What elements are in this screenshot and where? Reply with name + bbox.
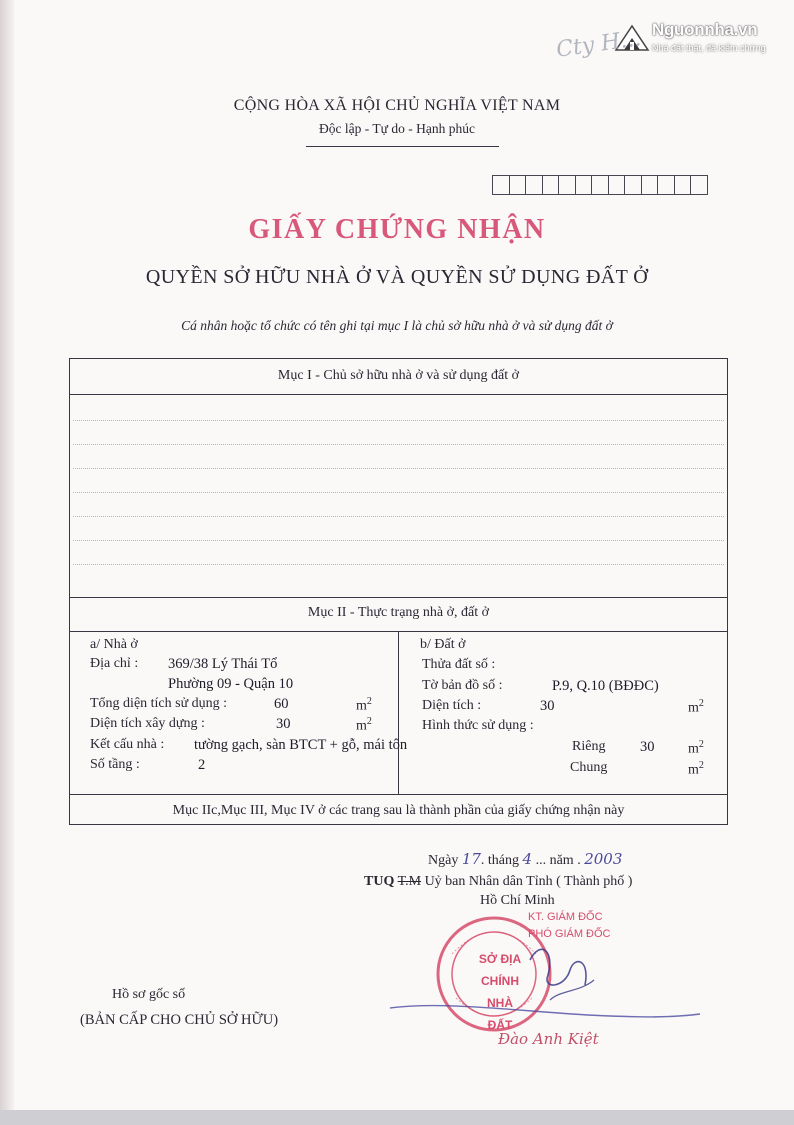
month-label: tháng xyxy=(487,853,520,868)
handwritten-note: Cty H... xyxy=(554,26,643,63)
year-value: 2003 xyxy=(584,850,623,868)
serial-digit-box xyxy=(558,175,576,195)
copy-note: (BẢN CẤP CHO CHỦ SỞ HỮU) xyxy=(80,1012,279,1028)
role-line-1: KT. GIÁM ĐỐC xyxy=(528,911,603,923)
page-left-edge xyxy=(0,0,14,1125)
serial-digit-box xyxy=(657,175,675,195)
address-line-2: Phường 09 - Quận 10 xyxy=(168,676,294,692)
total-area-unit: $m^2$ xyxy=(356,696,372,714)
floors-label: Số tầng : xyxy=(90,757,140,772)
shared-use-unit: $m^2$ xyxy=(688,760,704,778)
build-area-value: 30 xyxy=(276,716,291,732)
serial-number-boxes xyxy=(492,175,707,195)
divider xyxy=(69,597,728,598)
serial-digit-box xyxy=(624,175,642,195)
total-area-value: 60 xyxy=(274,696,289,712)
serial-digit-box xyxy=(509,175,527,195)
build-area-unit: $m^2$ xyxy=(356,716,372,734)
divider xyxy=(69,394,728,395)
serial-digit-box xyxy=(575,175,593,195)
land-area-label: Diện tích : xyxy=(422,698,482,713)
divider xyxy=(69,794,728,795)
certificate-note: Cá nhân hoặc tổ chức có tên ghi tại mục I là chủ sở hữu nhà ở và sử dụng đất ở xyxy=(181,318,613,333)
file-number-label: Hồ sơ gốc số xyxy=(112,987,186,1002)
structure-value: tường gạch, sàn BTCT + gỗ, mái tôn xyxy=(194,737,408,753)
site-name: Nguonnha.vn xyxy=(652,20,758,39)
blank-line xyxy=(73,468,724,469)
column-divider xyxy=(398,632,399,794)
country-name: CỘNG HÒA XÃ HỘI CHỦ NGHĨA VIỆT NAM xyxy=(233,97,561,114)
national-motto: Độc lập - Tự do - Hạnh phúc xyxy=(319,121,475,136)
blank-line xyxy=(73,444,724,445)
authority-line xyxy=(364,874,632,890)
city-name: Hồ Chí Minh xyxy=(480,893,555,908)
address-line-1: 369/38 Lý Thái Tổ xyxy=(168,656,278,672)
role-line-2: PHÓ GIÁM ĐỐC xyxy=(528,928,611,940)
serial-digit-box xyxy=(641,175,659,195)
serial-digit-box xyxy=(591,175,609,195)
blank-line xyxy=(73,516,724,517)
officer-name: Đào Anh Kiệt xyxy=(498,1030,599,1048)
blank-line xyxy=(73,420,724,421)
land-area-unit: $m^2$ xyxy=(688,698,704,716)
motto-underline xyxy=(306,146,499,147)
authority-name: Uỷ ban Nhân dân Tỉnh ( Thành phố ) xyxy=(424,874,633,889)
parcel-label: Thửa đất số : xyxy=(422,657,496,672)
authority-prefix: TUQ xyxy=(364,874,395,889)
house-heading: a/ Nhà ở xyxy=(90,637,138,652)
serial-digit-box xyxy=(690,175,708,195)
serial-digit-box xyxy=(525,175,543,195)
seal-text: SỞ ĐỊA CHÍNH NHÀ ĐẤT xyxy=(478,952,522,1032)
scan-bottom-strip xyxy=(0,1110,794,1125)
month-value: 4 xyxy=(522,850,533,868)
certificate-subtitle: QUYỀN SỞ HỮU NHÀ Ở VÀ QUYỀN SỬ DỤNG ĐẤT Ở xyxy=(145,266,649,288)
blank-line xyxy=(73,492,724,493)
land-area-value: 30 xyxy=(540,698,555,714)
address-label: Địa chỉ : xyxy=(90,656,139,671)
unit-text: m xyxy=(356,698,367,714)
private-use-label: Riêng xyxy=(572,739,606,754)
unit-text: m xyxy=(688,700,699,716)
year-label: năm xyxy=(549,853,574,868)
site-tagline: Nhà đất thật, đã kiểm chứng xyxy=(652,43,766,53)
serial-digit-box xyxy=(492,175,510,195)
section-1-title: Mục I - Chủ sở hữu nhà ở và sử dụng đất ở xyxy=(277,368,520,383)
blank-line xyxy=(73,540,724,541)
unit-text: m xyxy=(688,762,699,778)
certificate-title: GIẤY CHỨNG NHẬN xyxy=(248,214,546,245)
private-use-value: 30 xyxy=(640,739,655,755)
structure-label: Kết cấu nhà : xyxy=(90,737,165,752)
blank-line xyxy=(73,564,724,565)
usage-label: Hình thức sử dụng : xyxy=(422,718,534,733)
land-heading: b/ Đất ở xyxy=(420,637,466,652)
day-value: 17 xyxy=(461,850,481,868)
build-area-label: Diện tích xây dựng : xyxy=(90,716,205,731)
date-prefix: Ngày xyxy=(428,853,459,868)
floors-value: 2 xyxy=(198,757,206,773)
footer-note: Mục IIc,Mục III, Mục IV ở các trang sau là thành phần của giấy chứng nhận này xyxy=(172,803,625,818)
map-sheet-value: P.9, Q.10 (BĐĐC) xyxy=(552,678,659,694)
unit-text: m xyxy=(688,741,699,757)
authority-struck: T.M xyxy=(397,874,422,889)
shared-use-label: Chung xyxy=(570,760,608,775)
serial-digit-box xyxy=(542,175,560,195)
total-area-label: Tổng diện tích sử dụng : xyxy=(90,696,228,711)
issue-date: Ngày 17. tháng 4 ... năm . 2003 xyxy=(428,850,623,868)
unit-text: m xyxy=(356,718,367,734)
serial-digit-box xyxy=(608,175,626,195)
private-use-unit: $m^2$ xyxy=(688,739,704,757)
section-2-title: Mục II - Thực trạng nhà ở, đất ở xyxy=(307,605,490,620)
map-sheet-label: Tờ bản đồ số : xyxy=(422,678,503,693)
serial-digit-box xyxy=(674,175,692,195)
